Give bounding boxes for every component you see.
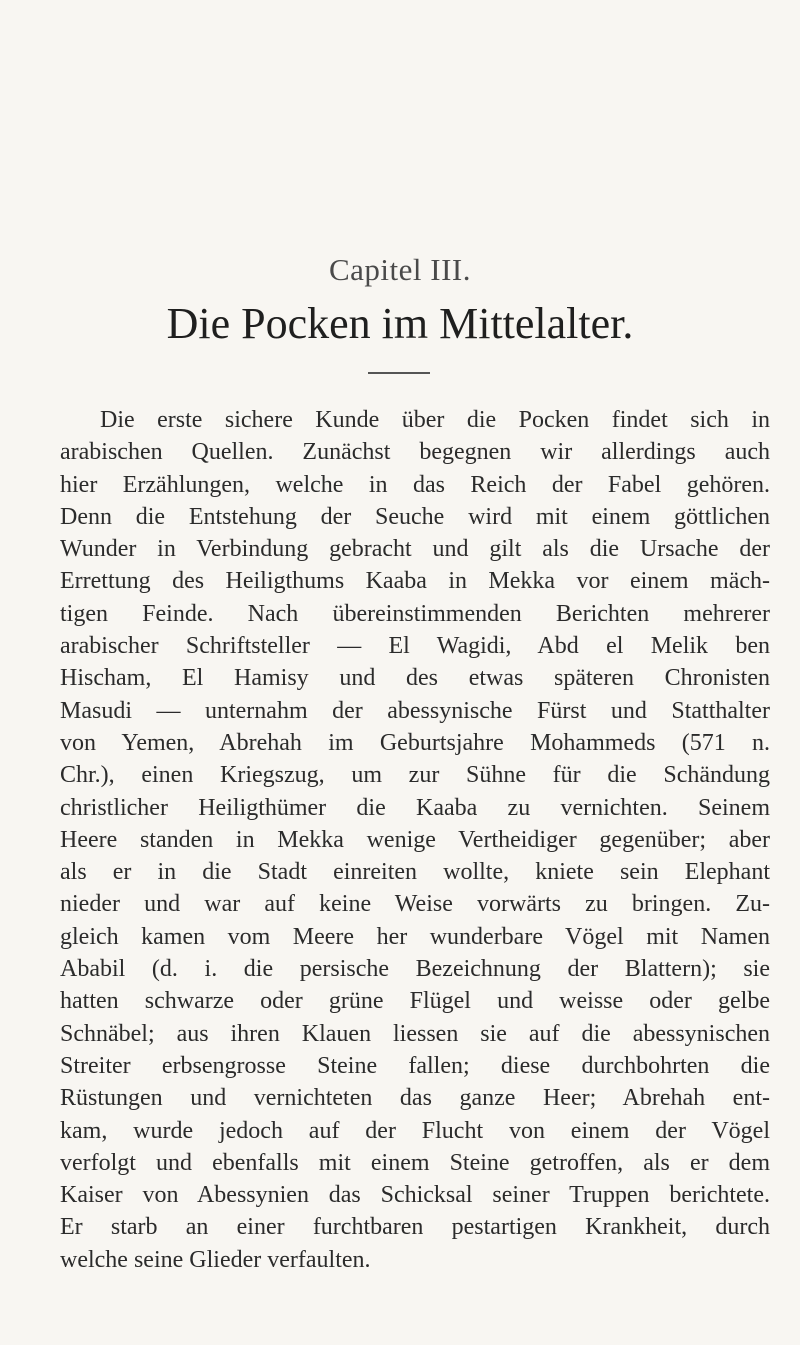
text-line: Ababil (d. i. die persische Bezeichnung der Blattern); sie <box>60 956 770 983</box>
text-line: arabischen Quellen. Zunächst begegnen wir allerdings auch <box>60 439 770 466</box>
text-line: hier Erzählungen, welche in das Reich der Fabel gehören. <box>60 471 770 498</box>
text-line: als er in die Stadt einreiten wollte, kniete sein Elephant <box>60 859 770 886</box>
text-line: Chr.), einen Kriegszug, um zur Sühne für die Schändung <box>60 762 770 789</box>
chapter-body <box>60 404 770 1276</box>
text-line: verfolgt und ebenfalls mit einem Steine getroffen, als er dem <box>60 1149 770 1176</box>
text-line: kam, wurde jedoch auf der Flucht von einem der Vögel <box>60 1117 770 1144</box>
text-line: Denn die Entstehung der Seuche wird mit einem göttlichen <box>60 503 770 530</box>
text-line: christlicher Heiligthümer die Kaaba zu vernichten. Seinem <box>60 794 770 821</box>
text-line: Er starb an einer furchtbaren pestartigen Krankheit, durch <box>60 1214 770 1241</box>
text-line: Hischam, El Hamisy und des etwas späteren Chronisten <box>60 665 770 692</box>
text-line: tigen Feinde. Nach übereinstimmenden Berichten mehrerer <box>60 600 770 627</box>
text-line: Streiter erbsengrosse Steine fallen; diese durchbohrten die <box>60 1052 770 1079</box>
text-line: arabischer Schriftsteller — El Wagidi, Abd el Melik ben <box>60 633 770 660</box>
text-line: nieder und war auf keine Weise vorwärts zu bringen. Zu- <box>60 891 770 918</box>
text-line: hatten schwarze oder grüne Flügel und weisse oder gelbe <box>60 988 770 1015</box>
text-line: Wunder in Verbindung gebracht und gilt als die Ursache der <box>60 536 770 563</box>
text-line: Rüstungen und vernichteten das ganze Heer; Abrehah ent- <box>60 1085 770 1112</box>
chapter-title: Die Pocken im Mittelalter. <box>166 299 634 348</box>
text-line: von Yemen, Abrehah im Geburtsjahre Mohammeds (571 n. <box>60 729 770 756</box>
text-line: Die erste sichere Kunde über die Pocken findet sich in <box>100 407 770 433</box>
chapter-label: Capitel III. <box>328 252 471 287</box>
text-line: Kaiser von Abessynien das Schicksal seiner Truppen berichtete. <box>60 1182 770 1209</box>
text-line: gleich kamen vom Meere her wunderbare Vögel mit Namen <box>60 923 770 950</box>
text-line: Schnäbel; aus ihren Klauen liessen sie auf die abessynischen <box>60 1020 770 1047</box>
title-separator <box>368 372 430 374</box>
text-line: Errettung des Heiligthums Kaaba in Mekka vor einem mäch- <box>60 568 770 595</box>
text-line: Masudi — unternahm der abessynische Fürst und Statthalter <box>60 697 770 724</box>
text-line: Heere standen in Mekka wenige Vertheidiger gegenüber; aber <box>60 826 770 853</box>
text-line: welche seine Glieder verfaulten. <box>60 1246 371 1273</box>
